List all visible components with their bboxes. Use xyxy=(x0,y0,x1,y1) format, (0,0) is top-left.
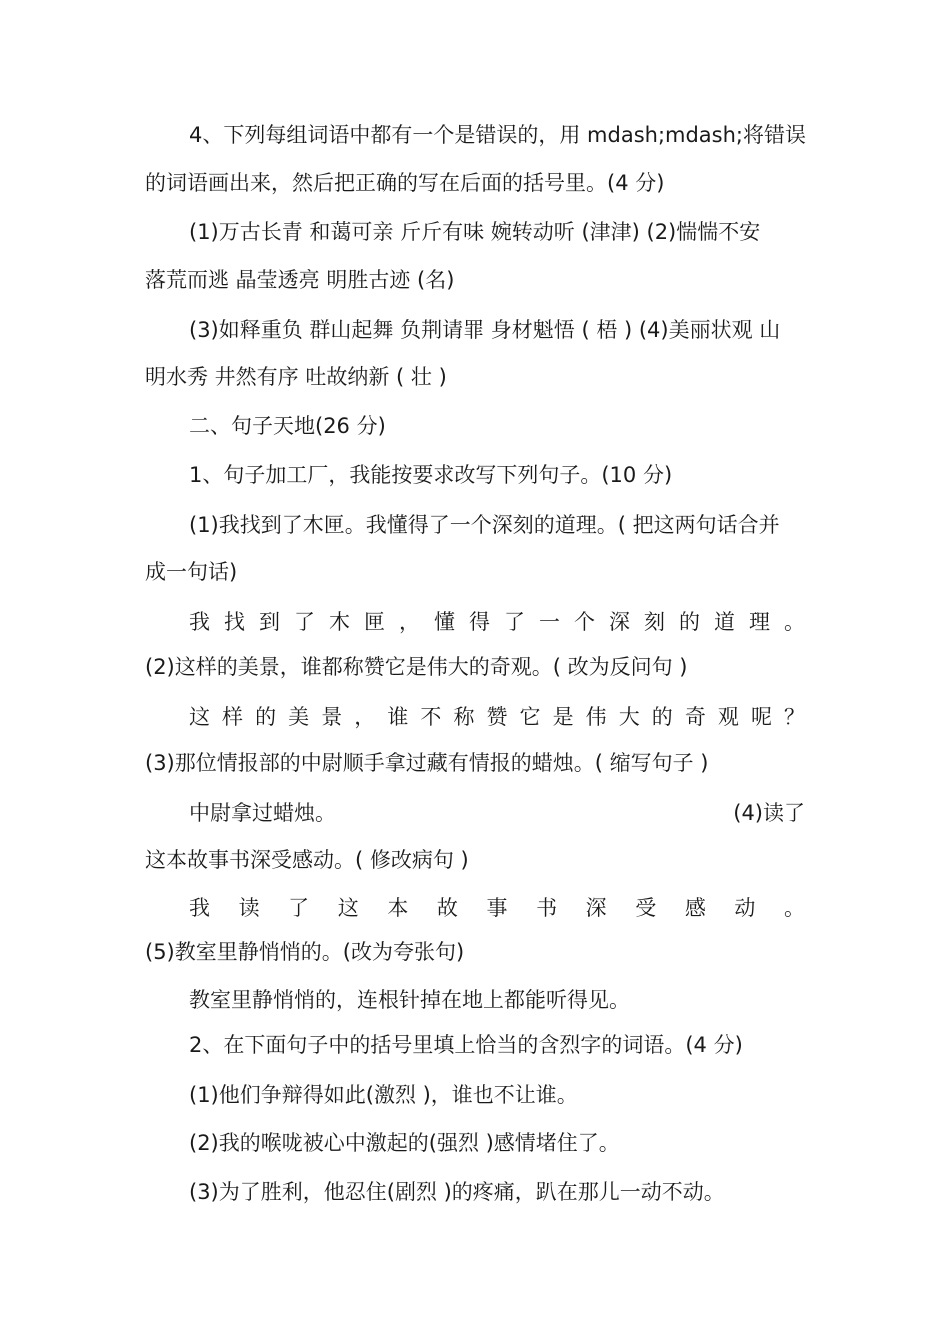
question-4-group-1: (1)万古长青 和蔼可亲 斤斤有味 婉转动听 (津津) (2)惴惴不安 xyxy=(189,220,761,244)
question-4-line-2: 的词语画出来，然后把正确的写在后面的括号里。(4 分) xyxy=(145,171,665,195)
sentence-4-prompt: 这本故事书深受感动。( 修改病句 ) xyxy=(145,848,469,872)
sentence-4-answer: 我 读 了 这 本 故 事 书 深 受 感 动 。 xyxy=(189,896,805,920)
fill-3: (3)为了胜利，他忍住(剧烈 )的疼痛，趴在那儿一动不动。 xyxy=(189,1180,725,1204)
question-4-group-4: 明水秀 井然有序 吐故纳新 ( 壮 ) xyxy=(145,365,447,389)
sentence-1-answer: 我 找 到 了 木 匣 ， 懂 得 了 一 个 深 刻 的 道 理 。 xyxy=(189,610,805,634)
section-2-question-2: 2、在下面句子中的括号里填上恰当的含烈字的词语。(4 分) xyxy=(189,1033,743,1057)
sentence-1-prompt: (1)我找到了木匣。我懂得了一个深刻的道理。( 把这两句话合并 xyxy=(189,513,780,537)
fill-1: (1)他们争辩得如此(激烈 )，谁也不让谁。 xyxy=(189,1083,578,1107)
section-2-question-1: 1、句子加工厂，我能按要求改写下列句子。(10 分) xyxy=(189,463,673,487)
section-2-heading: 二、句子天地(26 分) xyxy=(189,414,386,438)
sentence-5-prompt: (5)教室里静悄悄的。(改为夸张句) xyxy=(145,940,465,964)
question-4-group-2: 落荒而逃 晶莹透亮 明胜古迹 (名) xyxy=(145,268,455,292)
sentence-2-answer: 这 样 的 美 景 ， 谁 不 称 赞 它 是 伟 大 的 奇 观 呢 ？ xyxy=(189,705,805,729)
sentence-3-answer-row xyxy=(189,798,805,828)
fill-2: (2)我的喉咙被心中激起的(强烈 )感情堵住了。 xyxy=(189,1131,620,1155)
sentence-2-prompt: (2)这样的美景，谁都称赞它是伟大的奇观。( 改为反问句 ) xyxy=(145,655,688,679)
question-4-group-3: (3)如释重负 群山起舞 负荆请罪 身材魁悟 ( 梧 ) (4)美丽状观 山 xyxy=(189,318,781,342)
sentence-5-answer: 教室里静悄悄的，连根针掉在地上都能听得见。 xyxy=(189,988,630,1012)
question-4-line-1: 4、下列每组词语中都有一个是错误的，用 mdash;mdash;将错误 xyxy=(189,123,806,147)
sentence-4-prompt-start: (4)读了 xyxy=(733,801,805,825)
sentence-3-answer: 中尉拿过蜡烛。 xyxy=(189,801,336,825)
sentence-3-prompt: (3)那位情报部的中尉顺手拿过藏有情报的蜡烛。( 缩写句子 ) xyxy=(145,751,709,775)
sentence-1-prompt-cont: 成一句话) xyxy=(145,560,238,584)
